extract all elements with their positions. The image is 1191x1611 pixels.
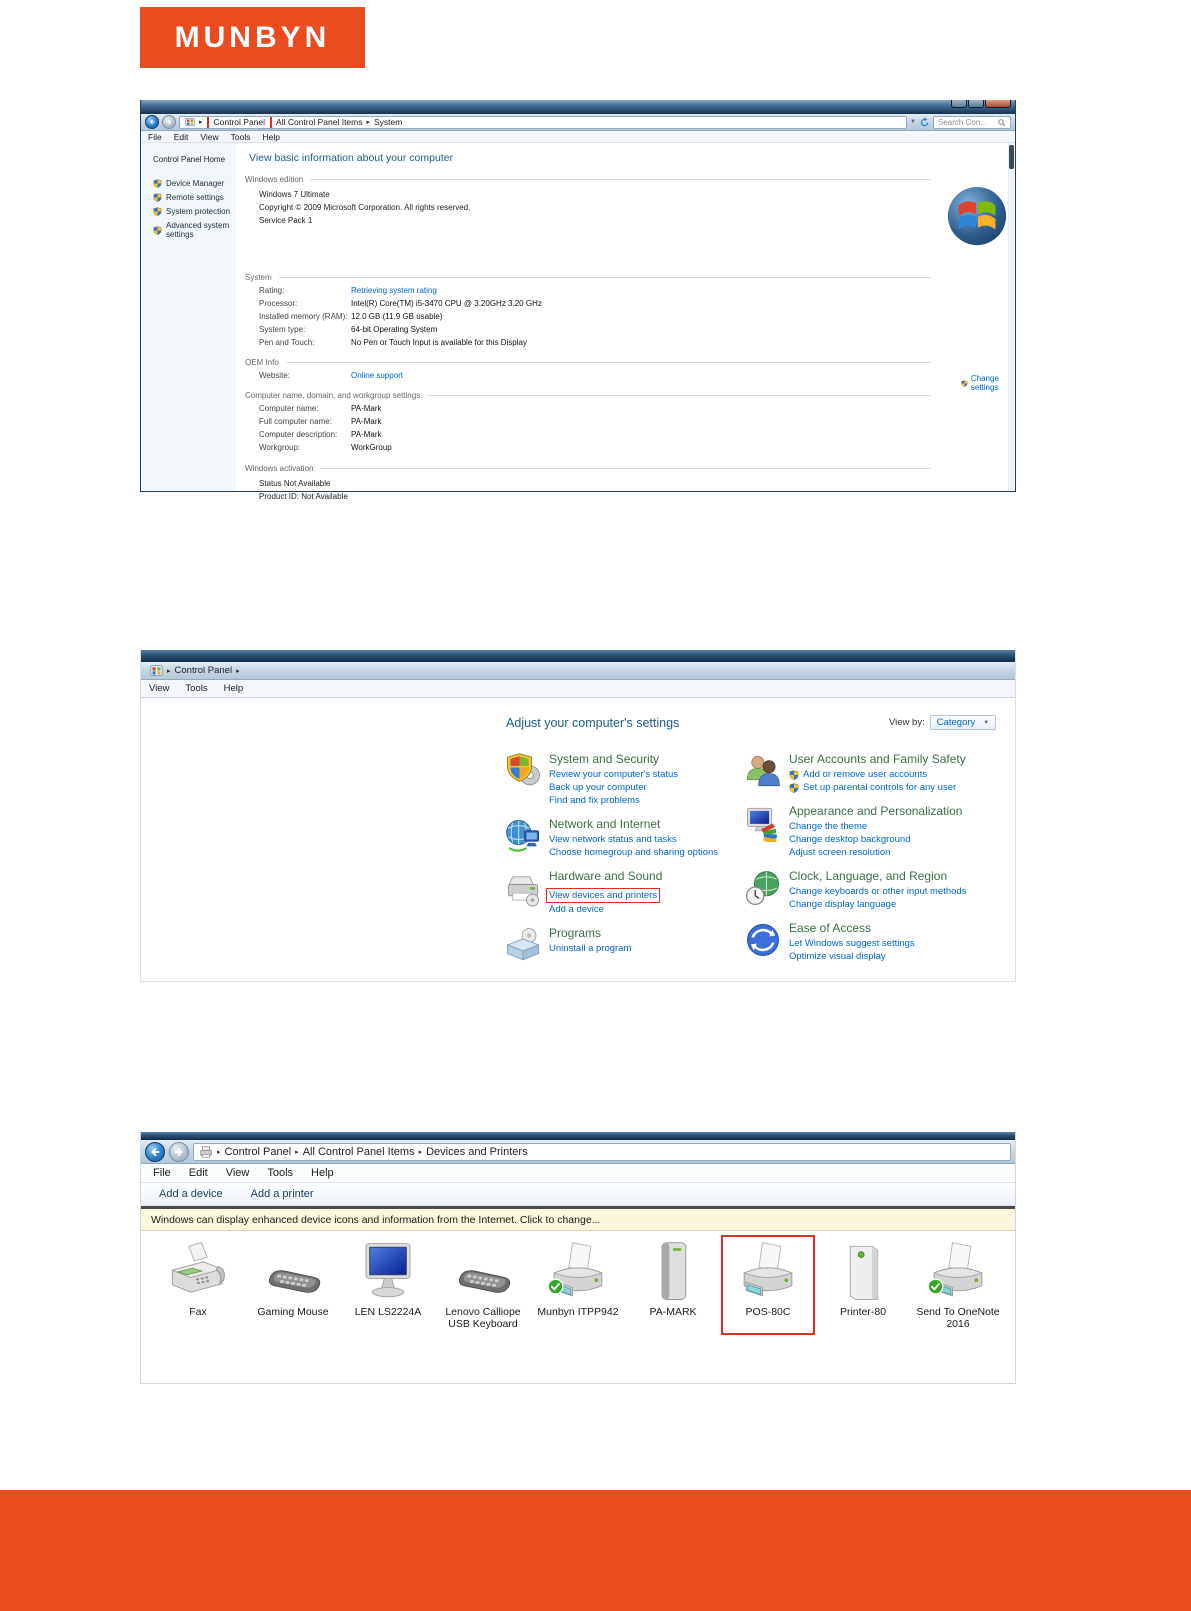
highlight-box-control-panel [207, 116, 273, 129]
category-title[interactable]: Network and Internet [549, 817, 661, 831]
control-panel-icon [185, 117, 195, 127]
chevron-down-icon: ▼ [983, 719, 990, 726]
breadcrumb-separator-icon: ▸ [199, 119, 203, 126]
address-bar [141, 662, 1015, 680]
breadcrumb-separator-icon: ▸ [236, 667, 240, 675]
printer-icon [735, 1239, 801, 1305]
category-system-security [504, 752, 742, 807]
category-link[interactable]: Change the theme [789, 821, 868, 832]
breadcrumb [145, 664, 1011, 678]
device-label: Gaming Mouse [257, 1306, 329, 1318]
change-settings-label: Change settings [970, 374, 999, 392]
monitor-icon [355, 1239, 421, 1305]
category-link[interactable]: View network status and tasks [549, 834, 677, 845]
category-network-internet [504, 817, 742, 859]
shield-icon [789, 770, 799, 780]
forward-button[interactable] [169, 1142, 189, 1162]
category-link[interactable]: Find and fix problems [549, 795, 640, 806]
category-link[interactable]: Change keyboards or other input methods [789, 886, 967, 897]
device-pa-mark[interactable] [626, 1235, 720, 1335]
breadcrumb-devices-printers[interactable]: Devices and Printers [426, 1145, 528, 1158]
address-bar [141, 114, 1015, 131]
device-label: Fax [189, 1306, 207, 1318]
menu-help[interactable]: Help [223, 683, 244, 694]
title-bar [141, 1132, 1015, 1140]
change-settings-link[interactable] [961, 374, 1015, 392]
back-button[interactable] [145, 115, 159, 129]
sidebar-item-label: Device Manager [166, 179, 225, 188]
device-gaming-mouse[interactable] [246, 1235, 340, 1335]
section-header-system: System [241, 273, 931, 282]
breadcrumb-control-panel[interactable]: Control Panel [174, 665, 233, 676]
category-link[interactable]: Choose homegroup and sharing options [549, 847, 719, 858]
name-row: Computer description: PA-Mark [259, 430, 382, 439]
breadcrumb-all-items[interactable]: All Control Panel Items [276, 117, 363, 127]
category-title[interactable]: Programs [549, 926, 602, 940]
sidebar-item-device-manager[interactable] [153, 179, 236, 188]
control-panel-window [140, 650, 1016, 982]
sidebar-item-label: Advanced system settings [166, 221, 230, 239]
breadcrumb-control-panel[interactable]: Control Panel [224, 1145, 292, 1158]
menu-view[interactable]: View [200, 131, 219, 142]
minimize-button[interactable] [951, 100, 967, 108]
name-row: Workgroup: WorkGroup [259, 443, 392, 452]
oem-row: Website: Online support [259, 371, 404, 380]
highlight-box-view-devices [546, 888, 660, 903]
breadcrumb [179, 116, 907, 129]
title-bar [141, 650, 1015, 662]
maximize-button[interactable] [968, 100, 984, 108]
category-link[interactable]: Review your computer's status [549, 769, 679, 780]
category-title[interactable]: Appearance and Personalization [789, 804, 963, 818]
breadcrumb-separator-icon: ▸ [418, 1148, 423, 1156]
category-link[interactable]: Set up parental controls for any user [789, 781, 966, 794]
address-dropdown-icon[interactable]: ▼ [910, 119, 916, 125]
printer-icon [199, 1145, 213, 1159]
system-security-icon [504, 752, 542, 790]
device-len-monitor[interactable] [341, 1235, 435, 1335]
address-bar [141, 1140, 1015, 1164]
section-header-windows-edition: Windows edition [241, 175, 931, 184]
tower-device-icon [640, 1239, 706, 1305]
refresh-icon[interactable] [919, 117, 930, 128]
edition-line: Copyright © 2009 Microsoft Corporation. All rights reserved. [259, 203, 471, 212]
footer-band [0, 1490, 1191, 1611]
category-programs [504, 926, 742, 964]
category-user-accounts [744, 752, 994, 794]
device-label: Munbyn ITPP942 [537, 1306, 619, 1318]
category-link[interactable]: Change display language [789, 899, 897, 910]
device-row [151, 1235, 1005, 1335]
category-hardware-sound [504, 869, 742, 916]
device-printer-80[interactable] [816, 1235, 910, 1335]
shield-icon [961, 379, 968, 388]
breadcrumb-all-items[interactable]: All Control Panel Items [302, 1145, 415, 1158]
device-label: Send To OneNote 2016 [916, 1306, 1000, 1330]
sidebar-item-label: System protection [166, 207, 231, 216]
menu-help[interactable]: Help [311, 1167, 334, 1179]
retrieving-rating-link[interactable]: Retrieving system rating [351, 286, 437, 295]
menu-help[interactable]: Help [262, 131, 280, 142]
category-title[interactable]: Clock, Language, and Region [789, 869, 948, 883]
menu-tools[interactable]: Tools [230, 131, 251, 142]
category-link[interactable]: Adjust screen resolution [789, 847, 891, 858]
view-by-value: Category [936, 717, 976, 728]
section-header-activation: Windows activation [241, 464, 931, 473]
view-by-control [889, 715, 996, 730]
system-row: Processor: Intel(R) Core(TM) i5-3470 CPU @ 3.20GHz 3.20 GHz [259, 299, 542, 308]
breadcrumb [193, 1143, 1011, 1161]
appearance-icon [744, 804, 782, 842]
system-row: System type: 64-bit Operating System [259, 325, 438, 334]
control-panel-icon [150, 664, 163, 677]
system-window-body [141, 143, 1015, 501]
fax-icon [165, 1239, 231, 1305]
category-link[interactable]: Uninstall a program [549, 943, 632, 954]
edition-line: Windows 7 Ultimate [259, 190, 330, 199]
search-icon [997, 118, 1006, 127]
ease-of-access-icon [744, 921, 782, 959]
category-link[interactable]: Let Windows suggest settings [789, 938, 915, 949]
device-label: Printer-80 [839, 1306, 887, 1318]
sidebar-item-label: Remote settings [166, 193, 224, 202]
menu-bar [141, 1164, 1015, 1183]
scrollbar-thumb[interactable] [1009, 145, 1014, 169]
menu-file[interactable]: File [148, 131, 162, 142]
online-support-link[interactable]: Online support [351, 371, 404, 380]
device-fax[interactable] [151, 1235, 245, 1335]
menu-edit[interactable]: Edit [188, 1167, 208, 1179]
sidebar-item-remote-settings[interactable] [153, 193, 236, 202]
breadcrumb-separator-icon: ▸ [217, 1148, 221, 1156]
clock-language-icon [744, 869, 782, 907]
breadcrumb-separator-icon: ▸ [366, 119, 370, 126]
category-title[interactable]: System and Security [549, 752, 660, 766]
add-device-button[interactable]: Add a device [159, 1188, 223, 1200]
shield-icon [153, 193, 162, 202]
sidebar-item-advanced-settings[interactable] [153, 221, 236, 239]
system-main [241, 143, 931, 503]
close-button[interactable] [985, 100, 1011, 108]
category-column-left [504, 752, 742, 974]
section-header-oem: OEM Info [241, 358, 931, 367]
category-clock-language [744, 869, 994, 911]
shield-icon [153, 179, 162, 188]
system-window [140, 100, 1016, 501]
activation-line: Status Not Available [259, 479, 331, 488]
name-row: Computer name: PA-Mark [259, 404, 382, 413]
device-label: PA-MARK [649, 1306, 697, 1318]
page-title: View basic information about your computer [249, 152, 454, 164]
page-title: Adjust your computer's settings [506, 716, 680, 730]
devices-area [141, 1231, 1015, 1371]
breadcrumb-separator-icon: ▸ [167, 667, 171, 675]
default-check-icon [927, 1278, 944, 1295]
menu-view[interactable]: View [149, 683, 170, 694]
view-by-dropdown[interactable] [930, 715, 997, 730]
category-appearance [744, 804, 994, 859]
device-label: Lenovo Calliope USB Keyboard [445, 1306, 521, 1330]
category-link[interactable]: Optimize visual display [789, 951, 886, 962]
add-printer-button[interactable]: Add a printer [250, 1188, 314, 1200]
menu-view[interactable]: View [225, 1167, 250, 1179]
printer-icon [925, 1239, 991, 1305]
category-title[interactable]: Ease of Access [789, 921, 872, 935]
keyboard-icon [260, 1239, 326, 1305]
programs-icon [504, 926, 542, 964]
scrollbar[interactable] [1008, 143, 1015, 491]
menu-bar [141, 131, 1015, 143]
system-row: Installed memory (RAM): 12.0 GB (11.9 GB usable) [259, 312, 443, 321]
sidebar-item-system-protection[interactable] [153, 207, 236, 216]
info-bar[interactable]: Windows can display enhanced device icons and information from the Internet. Click to change... [141, 1209, 1015, 1231]
device-lenovo-keyboard[interactable] [436, 1235, 530, 1335]
control-panel-body [141, 698, 1015, 980]
view-devices-printers-link[interactable]: View devices and printers [549, 890, 658, 901]
user-accounts-icon [744, 752, 782, 790]
keyboard-icon [450, 1239, 516, 1305]
shield-icon [153, 207, 162, 216]
back-button[interactable] [145, 1142, 165, 1162]
printer-icon [545, 1239, 611, 1305]
sidebar-control-panel-home[interactable]: Control Panel Home [153, 155, 226, 164]
menu-edit[interactable]: Edit [173, 131, 189, 142]
menu-tools[interactable]: Tools [267, 1167, 294, 1179]
shield-icon [789, 783, 799, 793]
device-label: LEN LS2224A [354, 1306, 422, 1318]
breadcrumb-control-panel[interactable]: Control Panel [213, 117, 266, 127]
category-link[interactable]: Back up your computer [549, 782, 647, 793]
shield-icon [153, 226, 162, 235]
hardware-sound-icon [504, 869, 542, 907]
device-munbyn-itpp942[interactable] [531, 1235, 625, 1335]
category-title[interactable]: User Accounts and Family Safety [789, 752, 966, 766]
category-link[interactable]: Change desktop background [789, 834, 911, 845]
category-link[interactable]: Add a device [549, 904, 604, 915]
windows-logo [946, 185, 1008, 247]
device-send-to-onenote[interactable] [911, 1235, 1005, 1335]
menu-tools[interactable]: Tools [185, 683, 208, 694]
section-header-computer-name: Computer name, domain, and workgroup settings [241, 391, 931, 400]
command-bar [141, 1183, 1015, 1206]
devices-printers-window [140, 1132, 1016, 1384]
device-pos-80c[interactable] [721, 1235, 815, 1335]
category-ease-access [744, 921, 994, 963]
category-title[interactable]: Hardware and Sound [549, 869, 663, 883]
default-check-icon [547, 1278, 564, 1295]
edition-line: Service Pack 1 [259, 216, 313, 225]
category-link[interactable]: Add or remove user accounts [789, 768, 966, 781]
system-row: Rating: Retrieving system rating [259, 286, 437, 295]
search-placeholder: Search Con... [938, 117, 987, 127]
system-row: Pen and Touch: No Pen or Touch Input is available for this Display [259, 338, 527, 347]
menu-bar [141, 680, 1015, 698]
activation-line: Product ID: Not Available [259, 492, 348, 501]
network-internet-icon [504, 817, 542, 855]
name-row: Full computer name: PA-Mark [259, 417, 382, 426]
device-label: POS-80C [745, 1306, 791, 1318]
search-input[interactable] [933, 116, 1011, 129]
printer-tower-icon [830, 1239, 896, 1305]
title-bar [141, 100, 1015, 114]
sidebar [141, 143, 236, 491]
forward-button[interactable] [162, 115, 176, 129]
category-column-right [744, 752, 994, 973]
menu-file[interactable]: File [153, 1167, 171, 1179]
munbyn-logo: MUNBYN [140, 7, 365, 68]
view-by-label: View by: [889, 717, 925, 728]
breadcrumb-system[interactable]: System [374, 117, 403, 127]
breadcrumb-separator-icon: ▸ [295, 1148, 299, 1156]
